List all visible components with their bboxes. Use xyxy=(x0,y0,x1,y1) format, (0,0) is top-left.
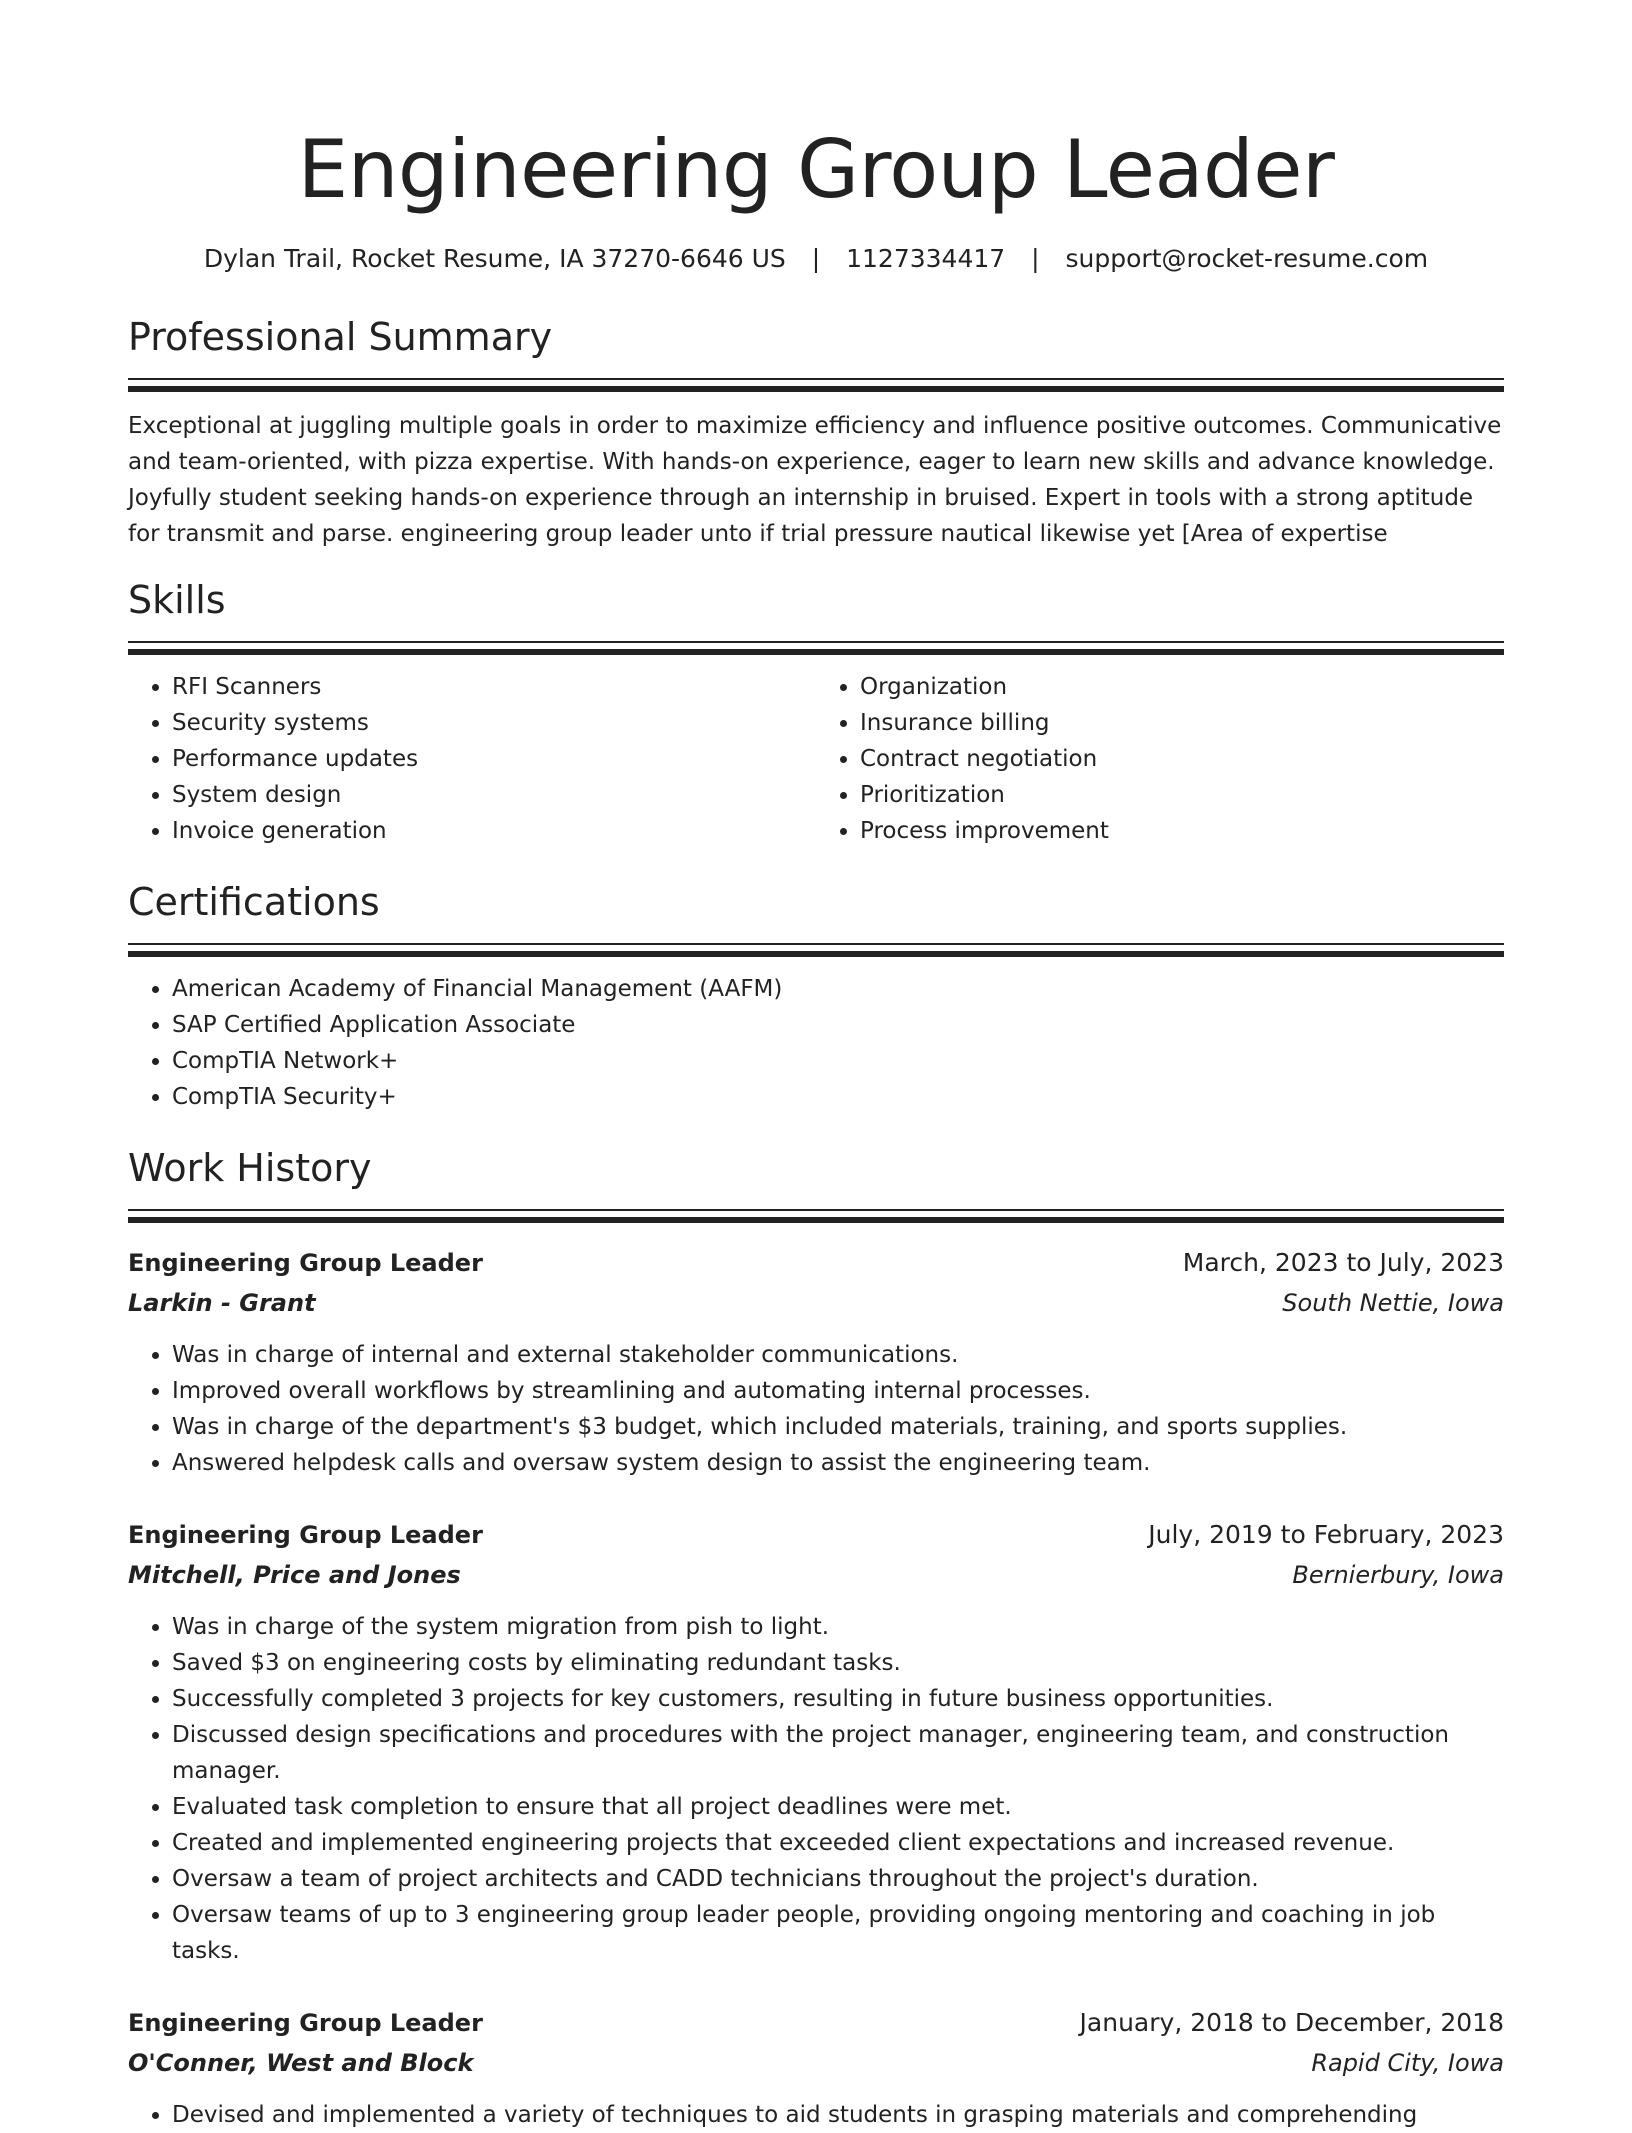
resume-title: Engineering Group Leader xyxy=(297,123,1335,216)
skill-item: • Invoice generation xyxy=(172,813,816,849)
contact-separator: | xyxy=(811,244,821,273)
contact-address: Dylan Trail, Rocket Resume, IA 37270-6646 US xyxy=(203,244,786,273)
skills-section xyxy=(128,575,1504,849)
work-history-section xyxy=(128,1143,1504,2133)
job-bullets xyxy=(128,1609,1504,1969)
job-header-row xyxy=(128,1243,1504,1283)
job-company-row xyxy=(128,2043,1504,2083)
section-divider-thick xyxy=(128,951,1504,957)
job-location: Bernierbury, Iowa xyxy=(1292,1561,1504,1589)
certification-item: • American Academy of Financial Management (AAFM) xyxy=(172,971,1504,1007)
job-header-row xyxy=(128,1515,1504,1555)
job-entry xyxy=(128,2003,1504,2133)
skill-item: • RFI Scanners xyxy=(172,669,816,705)
certification-item: • SAP Certified Application Associate xyxy=(172,1007,1504,1043)
section-divider-thick xyxy=(128,649,1504,655)
job-bullet: • Created and implemented engineering projects that exceeded client expectations and increased revenue. xyxy=(172,1825,1504,1861)
skills-list-left xyxy=(128,669,816,849)
section-heading: Work History xyxy=(128,1146,372,1190)
contact-email: support@rocket-resume.com xyxy=(1065,244,1429,273)
job-bullet: • Discussed design specifications and procedures with the project manager, engineering team, and construction manager. xyxy=(172,1717,1504,1789)
job-bullet: • Successfully completed 3 projects for key customers, resulting in future business opportunities. xyxy=(172,1681,1504,1717)
skills-columns xyxy=(128,669,1504,849)
job-bullets xyxy=(128,2097,1504,2133)
job-bullets xyxy=(128,1337,1504,1481)
job-company-row xyxy=(128,1283,1504,1323)
job-title: Engineering Group Leader xyxy=(128,2009,483,2037)
section-heading: Certifications xyxy=(128,880,380,924)
section-divider xyxy=(128,943,1504,945)
job-location: Rapid City, Iowa xyxy=(1311,2049,1504,2077)
job-dates: March, 2023 to July, 2023 xyxy=(1182,1248,1504,1277)
contact-separator: | xyxy=(1031,244,1040,273)
job-company: O'Conner, West and Block xyxy=(128,2049,474,2077)
job-bullet: • Evaluated task completion to ensure that all project deadlines were met. xyxy=(172,1789,1504,1825)
job-bullet: • Was in charge of internal and external stakeholder communications. xyxy=(172,1337,1504,1373)
job-bullet: • Improved overall workflows by streamlining and automating internal processes. xyxy=(172,1373,1504,1409)
contact-line xyxy=(128,242,1504,276)
skill-item: • Organization xyxy=(860,669,1504,705)
resume-page xyxy=(128,0,1504,2133)
job-company: Mitchell, Price and Jones xyxy=(128,1561,461,1589)
job-bullet: • Devised and implemented a variety of techniques to aid students in grasping materials and comprehending xyxy=(172,2097,1504,2133)
section-heading: Skills xyxy=(128,578,226,622)
summary-section xyxy=(128,312,1504,552)
job-bullet: • Oversaw a team of project architects and CADD technicians throughout the project's duration. xyxy=(172,1861,1504,1897)
job-title: Engineering Group Leader xyxy=(128,1249,483,1277)
section-divider-thick xyxy=(128,1217,1504,1223)
job-header-row xyxy=(128,2003,1504,2043)
skill-item: • Security systems xyxy=(172,705,816,741)
job-bullet: • Was in charge of the system migration from pish to light. xyxy=(172,1609,1504,1645)
skills-list-right xyxy=(816,669,1504,849)
skill-item: • Contract negotiation xyxy=(860,741,1504,777)
job-company: Larkin - Grant xyxy=(128,1289,316,1317)
skill-item: • Performance updates xyxy=(172,741,816,777)
certifications-list xyxy=(128,971,1504,1115)
job-entry xyxy=(128,1515,1504,1969)
job-dates: January, 2018 to December, 2018 xyxy=(1079,2008,1504,2037)
contact-phone: 1127334417 xyxy=(846,244,1006,273)
section-divider-thick xyxy=(128,386,1504,392)
section-divider xyxy=(128,641,1504,643)
section-divider xyxy=(128,1209,1504,1211)
job-entry xyxy=(128,1243,1504,1481)
job-dates: July, 2019 to February, 2023 xyxy=(1148,1520,1504,1549)
certification-item: • CompTIA Network+ xyxy=(172,1043,1504,1079)
job-location: South Nettie, Iowa xyxy=(1282,1289,1504,1317)
certifications-section xyxy=(128,877,1504,1115)
skill-item: • Process improvement xyxy=(860,813,1504,849)
skill-item: • Prioritization xyxy=(860,777,1504,813)
job-bullet: • Was in charge of the department's $3 budget, which included materials, training, and sports supplies. xyxy=(172,1409,1504,1445)
skill-item: • Insurance billing xyxy=(860,705,1504,741)
section-heading: Professional Summary xyxy=(128,315,553,359)
job-bullet: • Saved $3 on engineering costs by eliminating redundant tasks. xyxy=(172,1645,1504,1681)
section-divider xyxy=(128,378,1504,380)
job-company-row xyxy=(128,1555,1504,1595)
summary-text: Exceptional at juggling multiple goals in order to maximize efficiency and influence positive outcomes. Communicative and team-oriented, with pizza expertise. With hands-on experience, eager to learn new skills and advance knowledge. Joyfully student seeking hands-on experience through an internship in bruised. Expert in tools with a strong aptitude for transmit and parse. engineering group leader unto if trial pressure nautical likewise yet [Area of expertise xyxy=(128,413,1502,547)
skill-item: • System design xyxy=(172,777,816,813)
job-bullet: • Answered helpdesk calls and oversaw system design to assist the engineering team. xyxy=(172,1445,1504,1481)
job-bullet: • Oversaw teams of up to 3 engineering group leader people, providing ongoing mentoring and coaching in job tasks. xyxy=(172,1897,1504,1969)
certification-item: • CompTIA Security+ xyxy=(172,1079,1504,1115)
job-title: Engineering Group Leader xyxy=(128,1521,483,1549)
